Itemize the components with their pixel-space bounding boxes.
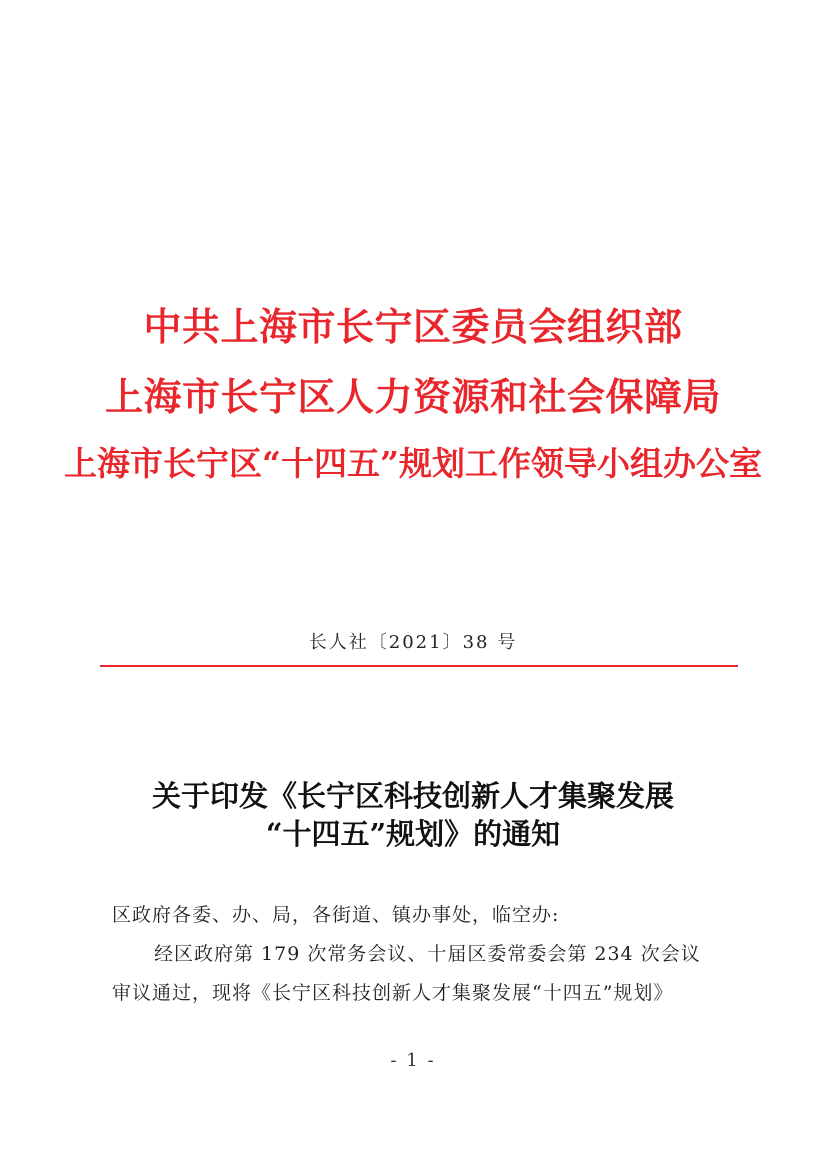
document-title-line-2: “十四五”规划》的通知: [265, 817, 561, 851]
red-divider-line: [100, 665, 738, 667]
issuer-line-hr-bureau: 上海市长宁区人力资源和社会保障局: [104, 374, 721, 419]
addressee: 区政府各委、办、局，各街道、镇办事处，临空办:: [112, 904, 560, 926]
page-number: - 1 -: [390, 1050, 436, 1071]
issuer-line-party-organization: 中共上海市长宁区委员会组织部: [143, 304, 683, 349]
issuer-line-planning-office: 上海市长宁区“十四五”规划工作领导小组办公室: [64, 444, 762, 483]
document-number: 长人社〔2021〕38 号: [308, 632, 518, 653]
document-title-line-1: 关于印发《长宁区科技创新人才集聚发展: [151, 779, 674, 813]
body-paragraph-line-2: 审议通过，现将《长宁区科技创新人才集聚发展“十四五”规划》: [112, 982, 674, 1004]
body-paragraph-line-1: 经区政府第 179 次常务会议、十届区委常委会第 234 次会议: [154, 943, 701, 965]
